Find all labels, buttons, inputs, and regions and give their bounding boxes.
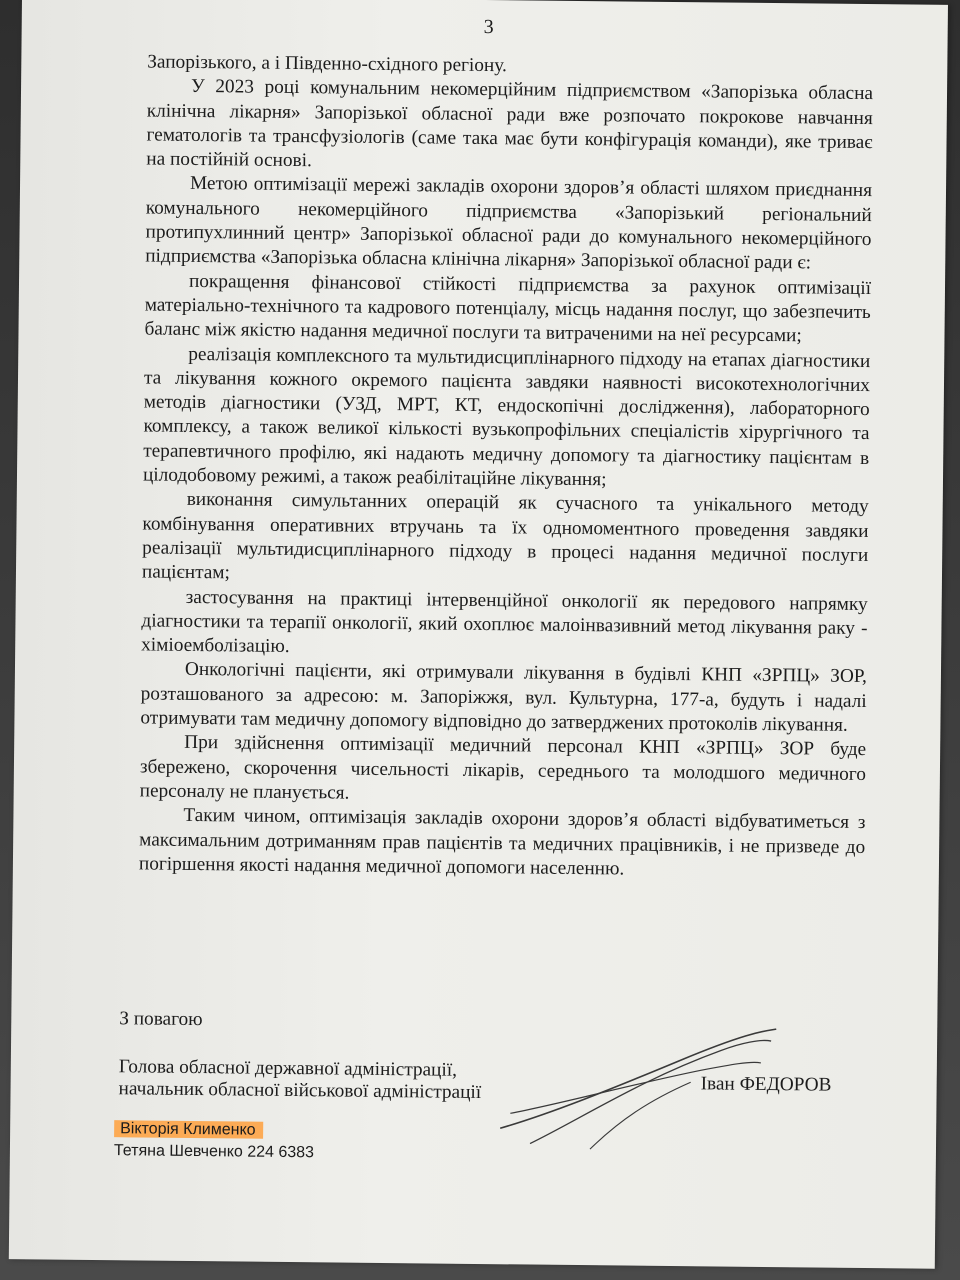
closing-phrase: З повагою xyxy=(119,1008,203,1031)
contacts-block xyxy=(114,1118,315,1164)
paragraph: Запорізького, а і Південно-східного регіону. xyxy=(147,51,507,77)
paragraph: Таким чином, оптимізація закладів охорони здоров’я області відбуватиметься з максимальним дотриманням прав пацієнтів та медичних працівників, і не призведе до погіршення якості надання медичної допомоги населенню. xyxy=(138,805,866,880)
letter-body xyxy=(139,50,874,884)
page-number: 3 xyxy=(483,15,494,39)
signer-name: Іван ФЕДОРОВ xyxy=(700,1073,832,1096)
paragraph: Метою оптимізації мережі закладів охорони здоров’я області шляхом приєднання комунального некомерційного підприємства «Запорізький регіональний протипухлинний центр» Запорізької обласної ради до комунального некомерційного підприємства «Запорізька обласна клінічна лікарня» Запорізької обласної ради є: xyxy=(145,173,873,274)
paragraph: При здійснення оптимізації медичний персонал КНП «ЗРПЦ» ЗОР буде збережено, скорочення чисельності лікарів, середнього та молодшого медичного персоналу не планується. xyxy=(139,732,867,804)
signer-title-line: Голова обласної державної адміністрації, xyxy=(118,1056,458,1081)
executor-contact: Тетяна Шевченко 224 6383 xyxy=(113,1142,315,1162)
list-item: реалізація комплексного та мультидисциплінарного підходу на етапах діагностики та лікування кожного окремого пацієнта завдяки наявності високотехнологічних методів діагностики (УЗД, МРТ, КТ, ендоскопічні дослідження), лабораторного комплексу, а також великої кількості вузькопрофільних спеціалістів хірургічного та терапевтичного профілю, які надають медичну допомогу та діагностику пацієнтам в цілодобовому режимі, а також реабілітаційне лікування; xyxy=(142,343,871,491)
signer-title-line: начальник обласної військової адміністрації xyxy=(118,1078,482,1104)
list-item: покращення фінансової стійкості підприємства за рахунок оптимізації матеріально-технічного та кадрового потенціалу, місць надання послуг, що забезпечить баланс між якістю надання медичної послуги та витраченими на неї ресурсами; xyxy=(144,270,872,347)
list-item: виконання симультанних операцій як сучасного та унікального методу комбінування оперативних втручань та їх одномоментного проведення завдяки реалізації мультидисциплінарного підходу в процесі надання медичної послуги пацієнтам; xyxy=(141,489,869,584)
document-page xyxy=(9,0,948,1269)
highlighted-contact-name: Вікторія Клименко xyxy=(114,1120,264,1139)
list-item: застосування на практиці інтервенційної онкології як передового напрямку діагностики та терапії онкології, який охоплює малоінвазивний метод лікування раку - хіміоемболізацію. xyxy=(141,586,868,658)
paragraph: Онкологічні пацієнти, які отримували лікування в будівлі КНП «ЗРПЦ» ЗОР, розташованого за адресою: м. Запоріжжя, вул. Культурна, 177-а, будуть і надалі отримувати там медичну допомогу відповідно до затверджених протоколів лікування. xyxy=(140,659,868,736)
paragraph: У 2023 році комунальним некомерційним підприємством «Запорізька обласна клінічна лікарня» Запорізької обласної ради вже розпочато покрокове навчання гематологів та трансфузіологів (саме така має бути конфігурація команди), яке триває на постійній основі. xyxy=(146,76,874,172)
